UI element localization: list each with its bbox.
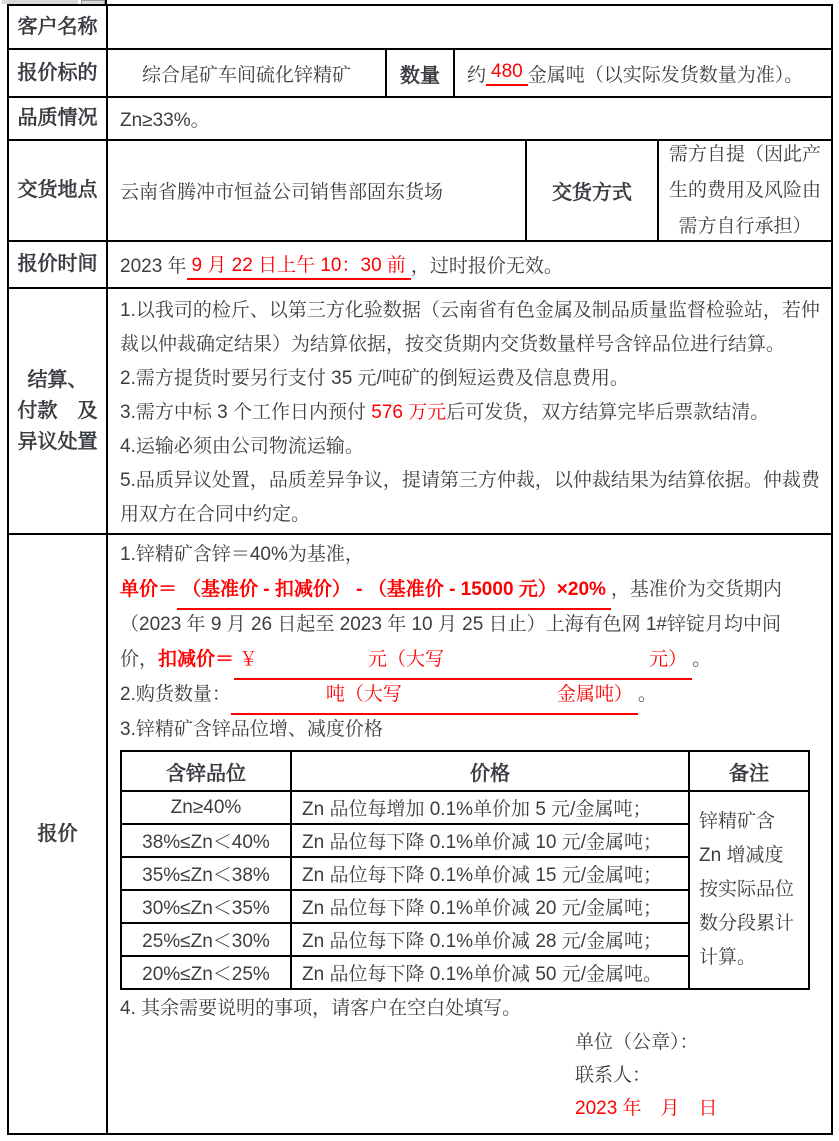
price-cell: Zn 品位每下降 0.1%单价减 15 元/金属吨； [291,857,689,890]
quantity-label [387,50,455,96]
settlement-item-4: 4.运输必须由公司物流运输。 [120,436,364,457]
quote-time-label [9,242,108,287]
quantity-label-text: 数量 [400,64,440,87]
delivery-method-label-text: 交货方式 [552,182,632,204]
signature-contact-line: 联系人： [575,1065,652,1086]
zinc-grade-price-table [120,750,810,990]
price-cell: Zn 品位每增加 0.1%单价加 5 元/金属吨； [291,791,689,824]
quote-content [108,535,831,1133]
deduction-blank [234,642,692,680]
quantity-number: 480 [486,61,528,86]
price-cell: Zn 品位每下降 0.1%单价减 10 元/金属吨； [291,824,689,857]
subject-name-text: 综合尾矿车间硫化锌精矿 [141,64,351,86]
delivery-method-value [659,141,831,240]
deduction-label: 扣减价＝ [158,649,235,670]
purchase-qty-end-text: 金属吨） [556,684,633,705]
quality-label [9,98,108,139]
grade-column-header: 含锌品位 [121,751,291,791]
row-settlement [9,289,831,535]
quote-formula-line [120,572,825,607]
grade-cell: 25%≤Zn＜30% [121,923,291,956]
delivery-place-value [108,141,527,240]
quantity-suffix: 金属吨（以实际发货数量为准）。 [527,64,804,86]
grade-cell: Zn≥40% [121,791,291,824]
price-column-header: 价格 [291,751,689,791]
formula-body: （基准价 - 扣减价） - （基准价 - 15000 元）×20% [177,572,611,610]
grade-cell: 35%≤Zn＜38% [121,857,291,890]
row-quality [9,98,831,141]
price-cell: Zn 品位每下降 0.1%单价减 50 元/金属吨。 [291,956,689,989]
settlement-label-line2: 付款 及 [17,399,98,422]
purchase-qty-mid-text: 吨（大写 [325,684,402,705]
quote-base-price-period: （2023 年 9 月 26 日起至 2023 年 10 月 25 日止）上海有色网 1#锌锭月均中间 [120,614,781,635]
price-cell: Zn 品位每下降 0.1%单价减 28 元/金属吨； [291,923,689,956]
quote-label-text: 报价 [37,822,78,845]
customer-label-text: 客户名称 [17,15,98,38]
grade-cell: 30%≤Zn＜35% [121,890,291,923]
purchase-qty-period: 。 [637,684,657,705]
quote-time-deadline: 9 月 22 日上午 10：30 前 [187,250,411,280]
settlement-item-5: 5.品质异议处置，品质差异争议，提请第三方仲裁，以仲裁结果为结算依据。仲裁费用双方在合同中约定。 [120,470,820,525]
quote-purchase-qty-line [120,677,825,712]
settlement-item-3-amount: 576 万元 [371,402,447,423]
price-cell: Zn 品位每下降 0.1%单价减 20 元/金属吨； [291,890,689,923]
delivery-place-label [9,141,108,240]
yuan-sign: ￥ [239,649,259,670]
signature-date-line: 2023 年 月 日 [575,1098,718,1119]
delivery-place-label-text: 交货地点 [17,179,98,201]
deduction-period: 。 [692,649,712,670]
deduction-end-text: 元） [649,649,688,670]
deduction-mid-text: 元（大写 [368,649,445,670]
formula-suffix: ，基准价为交货期内 [610,579,782,600]
quantity-value [455,50,831,96]
quantity-prefix: 约 [467,64,487,86]
quality-value [108,98,831,139]
settlement-item-3-suffix: 后可发货，双方结算完毕后票款结清。 [446,402,770,423]
subject-label-text: 报价标的 [17,61,98,84]
quote-basis-line: 1.锌精矿含锌＝40%为基准， [120,544,364,565]
settlement-item-1: 1.以我司的检斤、以第三方化验数据（云南省有色金属及制品质量监督检验站，若仲裁以仲裁确定结果）为结算依据，按交货期内交货数量样号含锌品位进行结算。 [120,300,820,355]
delivery-place-text: 云南省腾冲市恒益公司销售部固东货场 [120,182,444,203]
row-customer [9,6,831,50]
subject-name [108,50,387,96]
purchase-qty-blank [231,677,638,715]
table-row [121,791,809,824]
delivery-method-text: 需方自提（因此产生的费用及风险由需方自行承担） [668,143,821,237]
quality-label-text: 品质情况 [17,107,98,129]
delivery-method-label [527,141,659,240]
settlement-label-line3: 异议处置 [17,430,98,453]
subject-label [9,50,108,96]
quote-time-label-text: 报价时间 [17,253,98,275]
row-subject [9,50,831,98]
customer-value-blank [108,6,831,48]
deduction-prefix: 价， [120,649,159,670]
grade-table-header-row [121,751,809,791]
settlement-label-line1: 结算、 [27,368,88,391]
quality-value-text: Zn≥33%。 [120,110,210,131]
grade-cell: 38%≤Zn＜40% [121,824,291,857]
signature-block [575,1026,825,1125]
quotation-table [7,4,833,1135]
settlement-item-3-prefix: 3.需方中标 3 个工作日内预付 [120,402,372,423]
customer-label [9,6,108,48]
quote-time-suffix: ，过时报价无效。 [410,256,563,277]
formula-label: 单价＝ [120,579,178,600]
remark-cell: 锌精矿含 Zn 增减度按实际品位数分段累计计算。 [689,791,809,989]
remark-column-header: 备注 [689,751,809,791]
settlement-item-2: 2.需方提货时要另行支付 35 元/吨矿的倒短运费及信息费用。 [120,368,629,389]
settlement-item-3 [120,396,823,430]
quote-grade-price-title: 3.锌精矿含锌品位增、减度价格 [120,719,383,740]
quote-label [9,535,108,1133]
quote-time-prefix: 2023 年 [120,256,187,277]
row-quote-time [9,242,831,289]
settlement-label [9,289,108,533]
settlement-terms [108,289,831,533]
quote-deduction-line [120,642,825,677]
purchase-qty-label: 2.购货数量： [120,684,231,705]
row-delivery [9,141,831,242]
grade-cell: 20%≤Zn＜25% [121,956,291,989]
quote-other-notes-line: 4. 其余需要说明的事项，请客户在空白处填写。 [120,998,522,1019]
signature-unit-line: 单位（公章）： [575,1032,699,1053]
row-quote [9,535,831,1133]
quote-time-value [108,242,831,287]
